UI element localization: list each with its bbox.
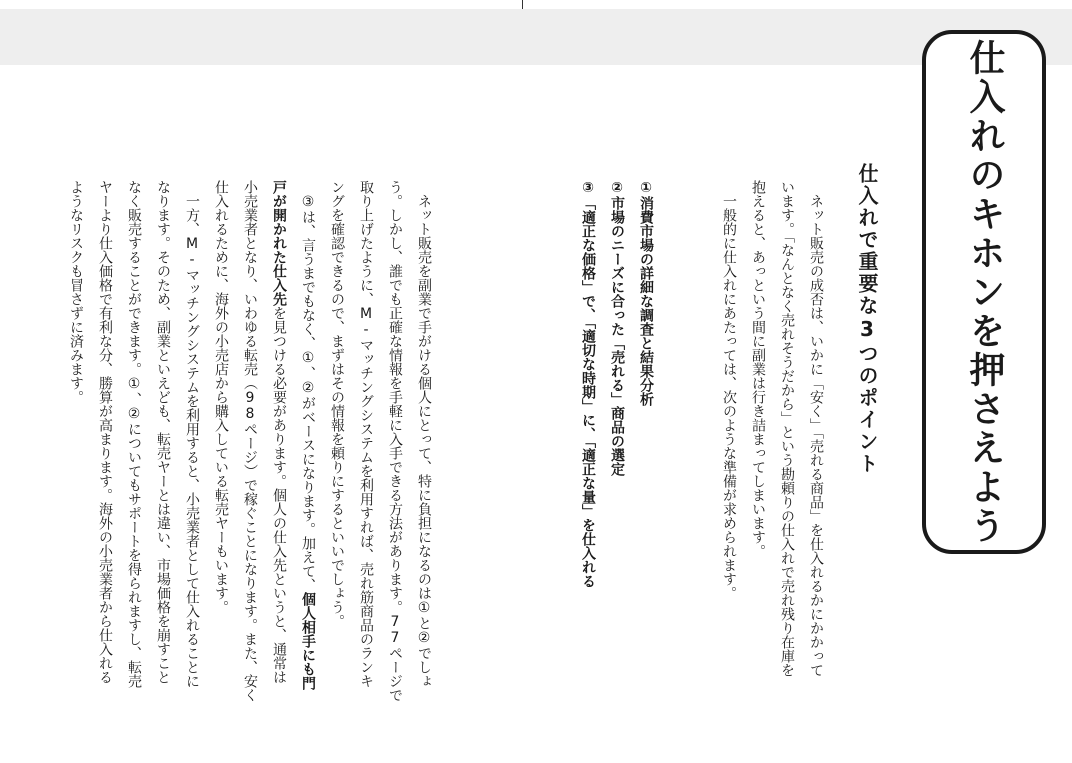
body-text-run: ③は、言うまでもなく、①、②がベースになります。加えて、	[300, 194, 316, 592]
body-line: 取り上げたように、M-マッチングシステムを利用すれば、売れ筋商品のランキ	[358, 180, 374, 688]
section-heading: 仕入れで重要な3つのポイント	[855, 163, 879, 475]
body-line: なります。そのため、副業といえども、転売ヤーとは違い、市場価格を崩すこと	[155, 180, 171, 684]
page-title: 仕入れのキホンを押さえよう	[964, 38, 1005, 546]
point-item: ②市場のニーズに合った「売れる」商品の選定	[609, 180, 625, 476]
title-box	[922, 30, 1046, 554]
body-line: 仕入れるために、海外の小売店から購入している転売ヤーもいます。	[213, 180, 229, 614]
point-item: ①消費市場の詳細な調査と結果分析	[638, 180, 654, 406]
body-line: 一方、M-マッチングシステムを利用すると、小売業者として仕入れることに	[184, 194, 200, 688]
body-text-run: を見つける必要があります。個人の仕入先というと、通常は	[271, 306, 287, 684]
body-emphasis: 個人相手にも門	[300, 592, 316, 690]
body-text	[61, 180, 438, 720]
intro-line: 抱えると、あっという間に副業は行き詰まってしまいます。	[750, 180, 766, 558]
body-line: 小売業者となり、いわゆる転売（98ページ）で稼ぐことになります。また、安く	[242, 180, 258, 702]
intro-paragraph	[714, 180, 830, 720]
point-item: ③「適正な価格」で、「適切な時期」に、「適正な量」を仕入れる	[580, 180, 596, 588]
body-line: なく販売することができます。①、②についてもサポートを得られますし、転売	[126, 180, 142, 688]
body-line: ネット販売を副業で手がける個人にとって、特に負担になるのは①と②でしょ	[416, 194, 432, 688]
page-gutter-mark	[522, 0, 523, 9]
top-header-band	[0, 9, 1072, 65]
intro-line: 一般的に仕入れにあたっては、次のような準備が求められます。	[721, 194, 737, 600]
intro-line: います。「なんとなく売れそうだから」という勘頼りの仕入れで売れ残り在庫を	[779, 180, 795, 677]
body-emphasis: 戸が開かれた仕入先	[271, 180, 287, 306]
intro-line: ネット販売の成否は、いかに「安く」「売れる商品」を仕入れるかにかかって	[808, 194, 824, 677]
points-list	[573, 180, 660, 588]
body-line: ようなリスクも冒さずに済みます。	[68, 180, 84, 404]
body-line	[293, 180, 322, 720]
body-line: う。しかし、誰でも正確な情報を手軽に入手できる方法があります。77ページで	[387, 180, 403, 702]
body-line: ングを確認できるので、まずはその情報を頼りにするといいでしょう。	[329, 180, 345, 628]
body-line	[264, 180, 293, 720]
body-line: ヤーより仕入価格で有利な分、勝算が高まります。海外の小売業者から仕入れる	[97, 180, 113, 684]
